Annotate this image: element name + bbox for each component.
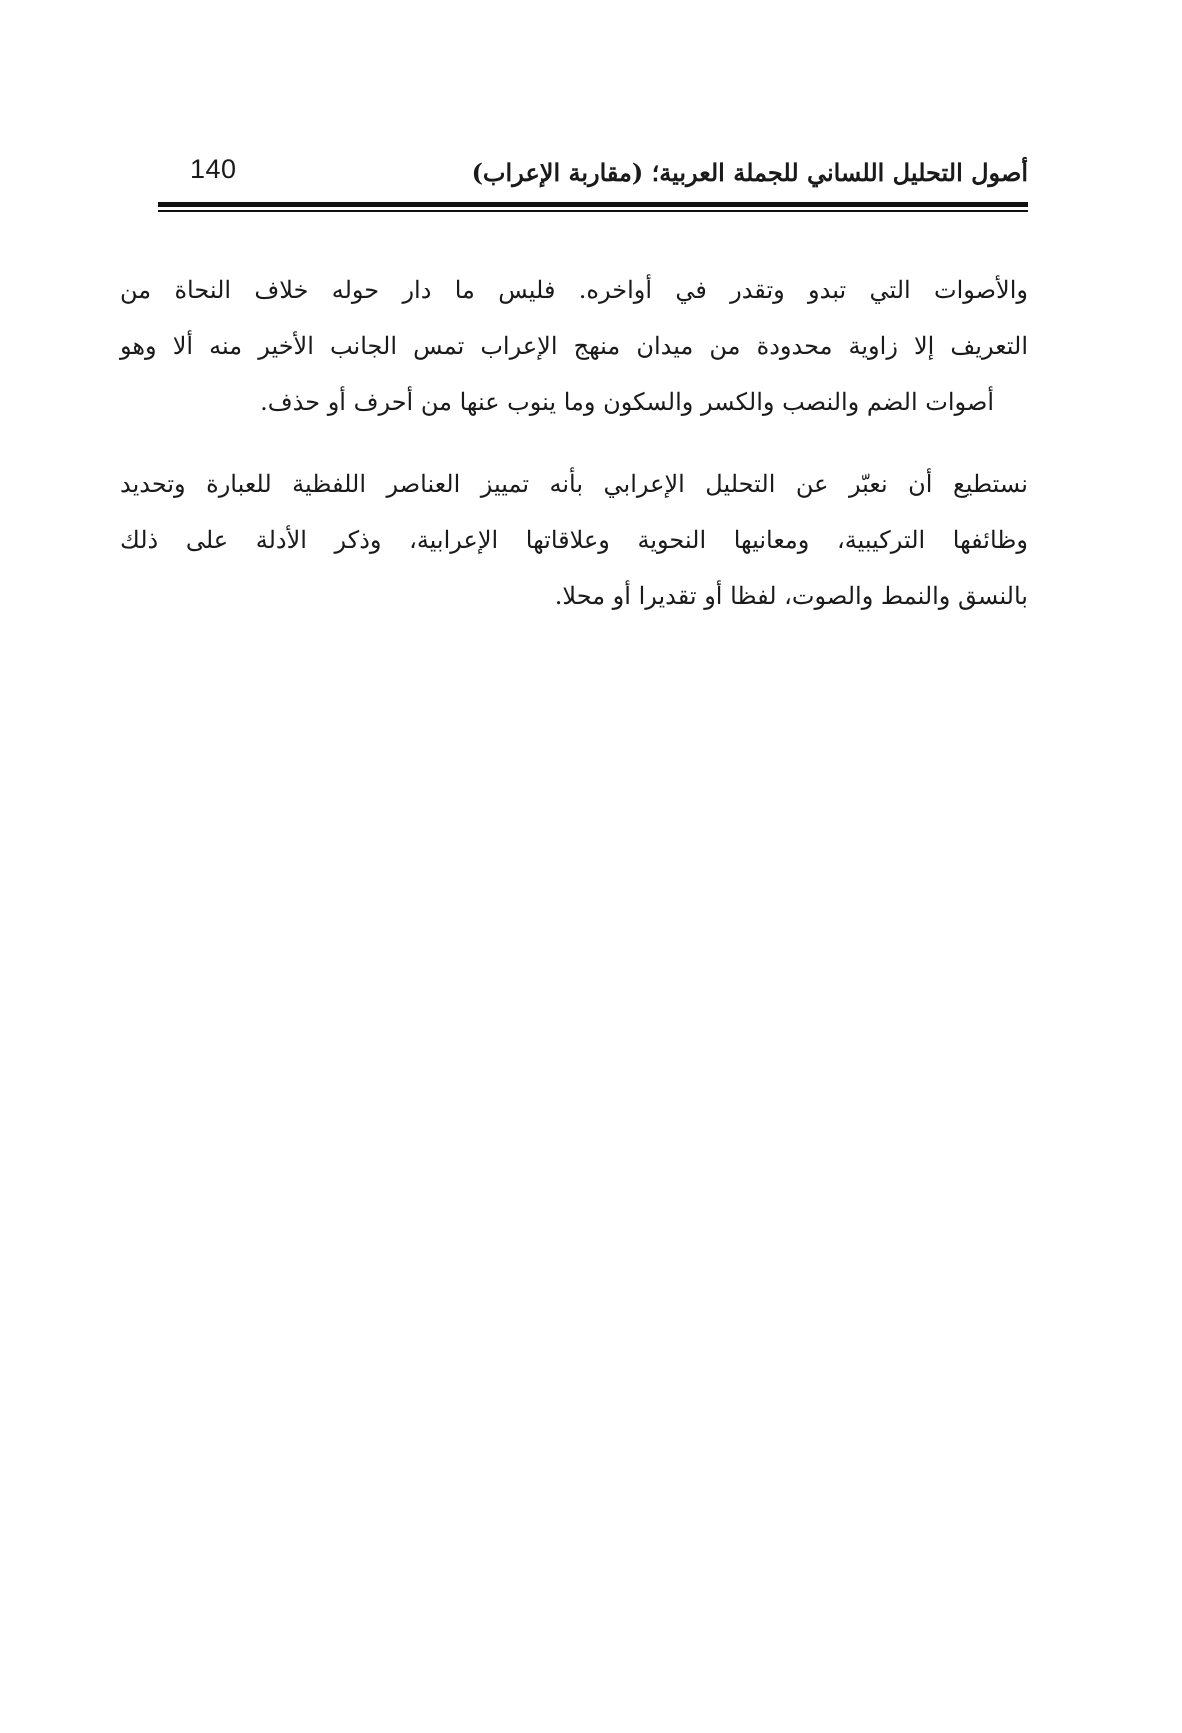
header-rule-thick <box>158 202 1028 207</box>
header-rule-thin <box>158 210 1028 212</box>
paragraph-line: والأصوات التي تبدو وتقدر في أواخره. فليس ما دار حوله خلاف النحاة من <box>120 276 1028 304</box>
page-header <box>158 148 1028 204</box>
paragraph-line: التعريف إلا زاوية محدودة من ميدان منهج الإعراب تمس الجانب الأخير منه ألا وهو <box>120 332 1028 360</box>
running-title: أصول التحليل اللساني للجملة العربية؛ (مقاربة الإعراب) <box>471 158 1028 187</box>
paragraph-1 <box>120 262 1028 430</box>
page-number: 140 <box>190 154 237 184</box>
body-text <box>120 262 1028 624</box>
paragraph-line: نستطيع أن نعبّر عن التحليل الإعرابي بأنه تمييز العناصر اللفظية للعبارة وتحديد <box>120 470 1028 498</box>
paragraph-line: أصوات الضم والنصب والكسر والسكون وما ينوب عنها من أحرف أو حذف. <box>260 388 994 416</box>
paragraph-2 <box>120 456 1028 624</box>
paragraph-line: بالنسق والنمط والصوت، لفظا أو تقديرا أو محلا. <box>554 582 1028 610</box>
paragraph-line: وظائفها التركيبية، ومعانيها النحوية وعلاقاتها الإعرابية، وذكر الأدلة على ذلك <box>120 526 1028 554</box>
paragraph-spacer <box>120 430 1028 456</box>
